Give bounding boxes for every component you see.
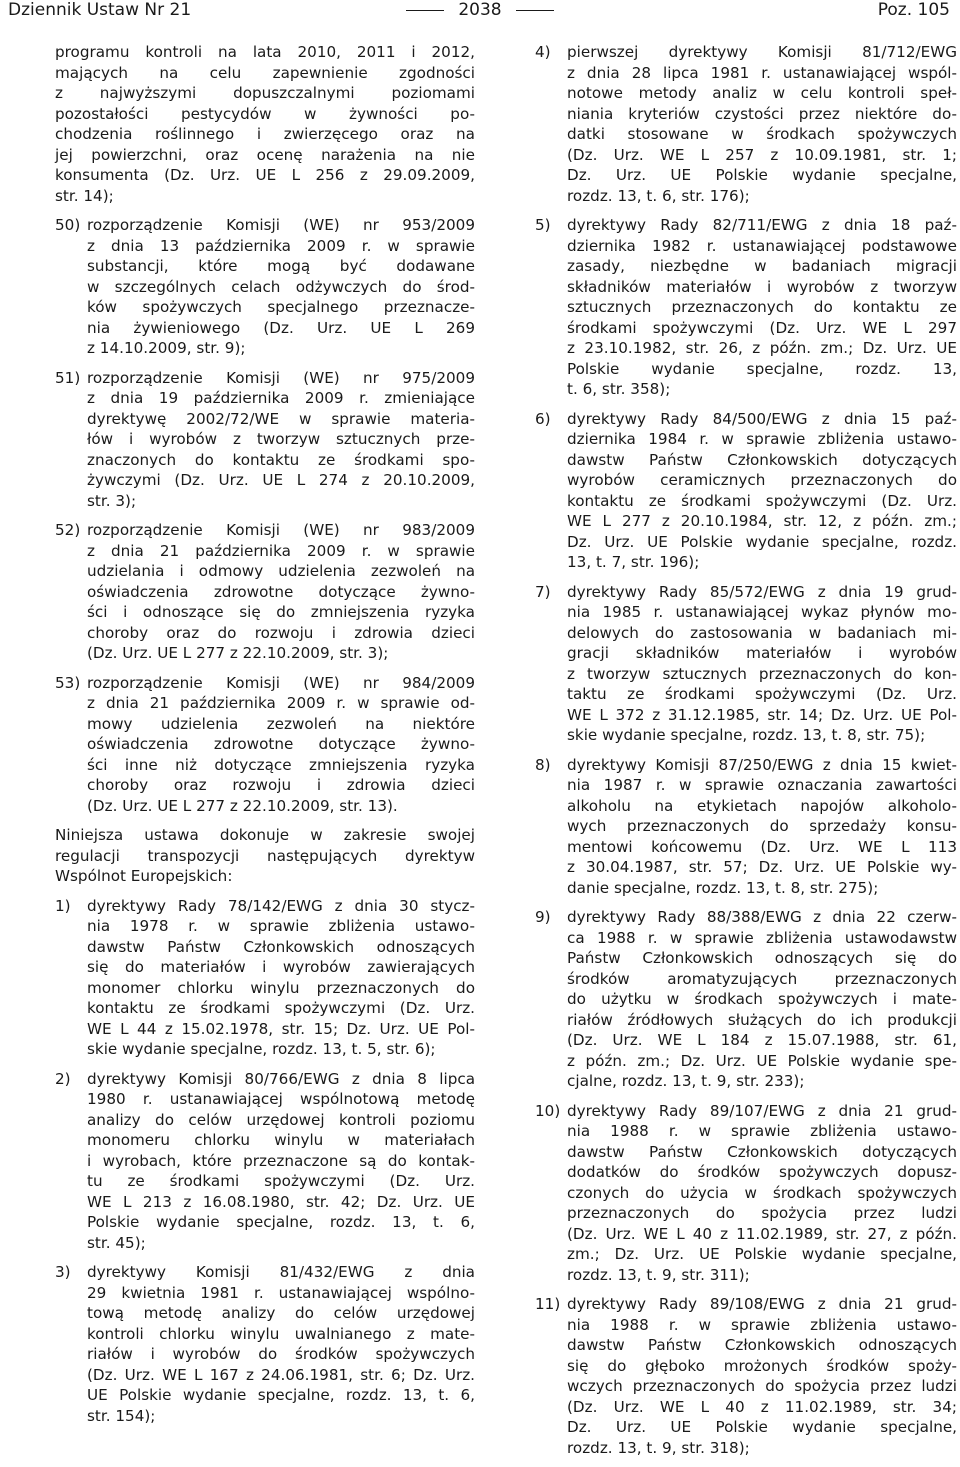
text-line: nia żywieniowego (Dz. Urz. UE L 269 xyxy=(87,318,475,337)
item-number: 50) xyxy=(55,216,81,234)
text-line: analizy do celów urzędowej kontroli poziomu xyxy=(87,1110,475,1129)
directive-item-7 xyxy=(535,582,957,746)
text-line: dodatków do środków spożywczych dopusz- xyxy=(567,1163,957,1181)
item-number: 2) xyxy=(55,1069,71,1088)
directive-item-4 xyxy=(535,42,957,206)
text-line: z późn. zm.; Dz. Urz. UE Polskie wydanie spe- xyxy=(567,1051,957,1070)
text-line: dawstw Państw Członkowskich odnoszących xyxy=(567,1336,957,1354)
text-line: dyrektywy Komisji 80/766/EWG z dnia 8 lipca xyxy=(87,1069,475,1088)
text-line: tu ze środkami spożywczymi (Dz. Urz. xyxy=(87,1172,475,1190)
item-number: 52) xyxy=(55,521,81,539)
item-number: 7) xyxy=(535,582,551,601)
text-line: sztucznych przeznaczonych do kontaktu ze xyxy=(567,298,957,316)
item-number: 51) xyxy=(55,368,81,387)
regulation-list xyxy=(55,215,475,816)
text-line: Państw Członkowskich odnoszących się do xyxy=(567,949,957,967)
text-line: rozdz. 13, t. 9, str. 311); xyxy=(567,1265,750,1284)
text-line: (Dz. Urz. UE L 277 z 22.10.2009, str. 13). xyxy=(87,796,398,815)
directive-item-1 xyxy=(55,896,475,1060)
text-line: z 30.04.1987, str. 57; Dz. Urz. UE Polskie wy- xyxy=(567,858,957,876)
text-line: kontaktu ze środkami spożywczymi (Dz. Urz. xyxy=(87,999,475,1017)
regulation-item-52 xyxy=(55,520,475,664)
text-line: WE L 44 z 15.02.1978, str. 15; Dz. Urz. UE Pol- xyxy=(87,1019,475,1038)
text-line: dawstw Państw Członkowskich dotyczących xyxy=(567,450,957,469)
text-line: z dnia 13 października 2009 r. w sprawie xyxy=(87,236,475,255)
text-line: dyrektywy Rady 89/108/EWG z dnia 21 grud- xyxy=(567,1295,957,1313)
journal-title: Dziennik Ustaw Nr 21 xyxy=(8,0,192,20)
item-number: 10) xyxy=(535,1101,561,1120)
text-line: dyrektywy Komisji 87/250/EWG z dnia 15 kwiet- xyxy=(567,755,957,774)
regulation-item-53 xyxy=(55,673,475,817)
text-line: z 23.10.1982, str. 26, z późn. zm.; Dz. Urz. UE xyxy=(567,339,957,357)
text-line: skie wydanie specjalne, rozdz. 13, t. 5, str. 6); xyxy=(87,1040,436,1058)
text-line: programu kontroli na lata 2010, 2011 i 2012, xyxy=(55,43,475,61)
text-line: delowych do zastosowania w badaniach mi- xyxy=(567,623,957,642)
text-line: nia 1985 r. ustanawiającej wykaz płynów mo- xyxy=(567,603,957,621)
text-line: alkoholu na etykietach napojów alkoholo- xyxy=(567,796,957,815)
page-number: 2038 xyxy=(458,0,502,20)
text-line: Dz. Urz. UE Polskie wydanie specjalne, xyxy=(567,166,957,184)
text-line: 1980 r. ustanawiającej wspólnotową metodę xyxy=(87,1090,475,1108)
text-line: WE L 277 z 20.10.1984, str. 12, z późn. zm.; xyxy=(567,512,957,530)
text-line: ca 1988 r. w sprawie zbliżenia ustawodawstw xyxy=(567,928,957,947)
text-line: nia 1988 r. w sprawie zbliżenia ustawo- xyxy=(567,1122,957,1140)
text-line: do użytku w środkach spożywczych i mate- xyxy=(567,990,957,1008)
text-line: rozporządzenie Komisji (WE) nr 983/2009 xyxy=(87,521,475,539)
text-line: rozdz. 13, t. 9, str. 318); xyxy=(567,1438,750,1457)
text-line: (Dz. Urz. WE L 167 z 24.06.1981, str. 6; Dz. Urz. xyxy=(87,1365,475,1384)
directive-item-8 xyxy=(535,755,957,899)
page-number-wrap xyxy=(0,0,960,20)
text-line: choroby oraz rozwoju i zdrowia dzieci xyxy=(87,776,475,794)
item-number: 6) xyxy=(535,409,551,428)
text-line: z najwyższymi dopuszczalnymi poziomami xyxy=(55,84,475,102)
text-line: nia 1978 r. w sprawie zbliżenia ustawo- xyxy=(87,917,475,935)
continuation-paragraph xyxy=(55,42,475,206)
text-line: datki stosowane w środkach spożywczych xyxy=(567,125,957,143)
directive-item-3 xyxy=(55,1262,475,1426)
text-line: dyrektywę 2002/72/WE w sprawie materia- xyxy=(87,409,475,428)
text-line: dawstw Państw Członkowskich odnoszących xyxy=(87,937,475,956)
text-line: składników materiałów i wyrobów z tworzyw xyxy=(567,277,957,296)
text-line: (Dz. Urz. UE L 277 z 22.10.2009, str. 3); xyxy=(87,644,389,662)
text-line: łów i wyrobów z tworzyw sztucznych prze- xyxy=(87,430,475,448)
text-line: dziernika 1982 r. ustanawiającej podstawowe xyxy=(567,236,957,255)
text-line: chodzenia roślinnego i zwierzęcego oraz na xyxy=(55,125,475,143)
text-line: choroby oraz do rozwoju i zdrowia dzieci xyxy=(87,623,475,642)
text-line: regulacji transpozycji następujących dyrektyw xyxy=(55,846,475,865)
text-line: Polskie wydanie specjalne, rozdz. 13, xyxy=(567,359,957,378)
text-line: Dz. Urz. UE Polskie wydanie specjalne, rozdz. xyxy=(567,532,957,551)
text-line: (Dz. Urz. WE L 257 z 10.09.1981, str. 1; xyxy=(567,145,957,164)
text-line: pozostałości pestycydów w żywności po- xyxy=(55,104,475,123)
text-line: substancji, które mogą być dodawane xyxy=(87,257,475,275)
text-line: przeznaczonych do spożycia przez ludzi xyxy=(567,1204,957,1222)
text-line: dyrektywy Rady 84/500/EWG z dnia 15 paź- xyxy=(567,409,957,428)
item-number: 8) xyxy=(535,755,551,774)
text-line: mentowi końcowemu (Dz. Urz. WE L 113 xyxy=(567,837,957,856)
text-line: Polskie wydanie specjalne, rozdz. 13, t. 6, xyxy=(87,1213,475,1231)
text-line: z dnia 28 lipca 1981 r. ustanawiającej wspól- xyxy=(567,63,957,82)
text-line: się do głęboko mrożonych środków spoży- xyxy=(567,1356,957,1375)
item-number: 5) xyxy=(535,216,551,234)
text-line: taktu ze środkami spożywczymi (Dz. Urz. xyxy=(567,685,957,703)
text-line: kontaktu ze środkami spożywczymi (Dz. Urz. xyxy=(567,491,957,510)
text-line: środkami spożywczymi (Dz. Urz. WE L 297 xyxy=(567,318,957,337)
text-line: z tworzyw sztucznych przeznaczonych do kon- xyxy=(567,664,957,683)
text-line: nia 1987 r. w sprawie oznaczania zawartości xyxy=(567,776,957,794)
text-line: Dz. Urz. UE Polskie wydanie specjalne, xyxy=(567,1418,957,1436)
directive-item-10 xyxy=(535,1101,957,1286)
text-line: jej powierzchni, oraz ocenę narażenia na nie xyxy=(55,145,475,164)
text-line: konsumenta (Dz. Urz. UE L 256 z 29.09.2009, xyxy=(55,166,475,184)
text-line: nia 1988 r. w sprawie zbliżenia ustawo- xyxy=(567,1315,957,1334)
dash-left xyxy=(406,10,444,11)
text-line: i wyrobach, które przeznaczone są do kontak- xyxy=(87,1151,475,1170)
text-line: czonych do użycia w środkach spożywczych xyxy=(567,1183,957,1202)
text-line: znaczonych do kontaktu ze środkami spo- xyxy=(87,450,475,469)
text-line: 13, t. 7, str. 196); xyxy=(567,553,700,571)
text-line: str. 154); xyxy=(87,1406,156,1425)
directive-list-right xyxy=(535,42,957,1458)
text-line: pierwszej dyrektywy Komisji 81/712/EWG xyxy=(567,43,957,61)
text-line: WE L 213 z 16.08.1980, str. 42; Dz. Urz. UE xyxy=(87,1192,475,1211)
position-number: Poz. 105 xyxy=(877,0,950,20)
text-line: rozdz. 13, t. 6, str. 176); xyxy=(567,186,750,205)
transposition-intro xyxy=(55,825,475,887)
text-line: oświadczenia zdrowotne dotyczące żywno- xyxy=(87,735,475,753)
text-line: cjalne, rozdz. 13, t. 9, str. 233); xyxy=(567,1072,805,1090)
left-column xyxy=(55,42,475,1435)
directive-item-2 xyxy=(55,1069,475,1254)
text-line: (Dz. Urz. WE L 40 z 11.02.1989, str. 27, z późn. xyxy=(567,1224,957,1243)
text-line: wyrobów ceramicznych przeznaczonych do xyxy=(567,471,957,489)
text-line: ści inne niż dotyczące zmniejszenia ryzyka xyxy=(87,755,475,774)
text-line: rozporządzenie Komisji (WE) nr 984/2009 xyxy=(87,673,475,692)
text-line: oświadczenia zdrowotne dotyczące żywno- xyxy=(87,582,475,601)
text-line: z dnia 19 października 2009 r. zmieniające xyxy=(87,389,475,407)
text-line: dyrektywy Komisji 81/432/EWG z dnia xyxy=(87,1263,475,1281)
text-line: żywczymi (Dz. Urz. UE L 274 z 20.10.2009, xyxy=(87,471,475,489)
page-header xyxy=(0,0,960,26)
text-line: WE L 372 z 31.12.1985, str. 14; Dz. Urz. UE Pol- xyxy=(567,705,957,724)
text-line: monomer chlorku winylu przeznaczonych do xyxy=(87,978,475,997)
text-line: wczych przeznaczonych do spożycia przez ludzi xyxy=(567,1377,957,1395)
text-line: wych przeznaczonych do sprzedaży konsu- xyxy=(567,817,957,835)
text-line: 29 kwietnia 1981 r. ustanawiającej wspólno- xyxy=(87,1283,475,1302)
text-line: (Dz. Urz. WE L 40 z 11.02.1989, str. 34; xyxy=(567,1397,957,1416)
text-line: riałów źródłowych służących do ich produkcji xyxy=(567,1010,957,1029)
text-line: riałów i wyrobów do środków spożywczych xyxy=(87,1345,475,1363)
item-number: 9) xyxy=(535,908,551,926)
text-line: danie specjalne, rozdz. 13, t. 8, str. 275); xyxy=(567,878,879,897)
text-line: się do materiałów i wyrobów zawierających xyxy=(87,958,475,976)
text-line: rozporządzenie Komisji (WE) nr 953/2009 xyxy=(87,216,475,234)
text-line: t. 6, str. 358); xyxy=(567,380,671,398)
text-line: zm.; Dz. Urz. UE Polskie wydanie specjalne, xyxy=(567,1245,957,1263)
directive-item-5 xyxy=(535,215,957,400)
text-line: str. 45); xyxy=(87,1233,146,1252)
text-line: z 14.10.2009, str. 9); xyxy=(87,339,246,357)
text-line: udzielania i odmowy udzielenia zezwoleń na xyxy=(87,562,475,580)
text-line: tową metodę analizy do celów urzędowej xyxy=(87,1304,475,1322)
text-line: dziernika 1984 r. w sprawie zbliżenia ustawo- xyxy=(567,430,957,448)
text-line: skie wydanie specjalne, rozdz. 13, t. 8, str. 75); xyxy=(567,726,926,744)
text-line: rozporządzenie Komisji (WE) nr 975/2009 xyxy=(87,368,475,387)
directive-list-left xyxy=(55,896,475,1427)
item-number: 1) xyxy=(55,896,71,915)
text-line: monomeru chlorku winylu w materiałach xyxy=(87,1131,475,1149)
text-line: UE Polskie wydanie specjalne, rozdz. 13, t. 6, xyxy=(87,1386,475,1404)
text-line: gracji składników materiałów i wyrobów xyxy=(567,644,957,662)
text-line: dyrektywy Rady 85/572/EWG z dnia 19 grud- xyxy=(567,582,957,601)
dash-right xyxy=(516,10,554,11)
text-line: z dnia 21 października 2009 r. w sprawie od- xyxy=(87,694,475,712)
item-number: 4) xyxy=(535,43,551,61)
text-line: mających na celu zapewnienie zgodności xyxy=(55,63,475,82)
text-line: dyrektywy Rady 88/388/EWG z dnia 22 czerw- xyxy=(567,908,957,926)
text-line: zasady, niezbędne w badaniach migracji xyxy=(567,257,957,275)
text-line: dyrektywy Rady 82/711/EWG z dnia 18 paź- xyxy=(567,216,957,234)
regulation-item-51 xyxy=(55,368,475,512)
text-line: str. 14); xyxy=(55,186,114,205)
text-line: kontroli chlorku winylu uwalnianego z mate- xyxy=(87,1324,475,1343)
item-number: 3) xyxy=(55,1263,71,1281)
text-line: str. 3); xyxy=(87,491,137,510)
item-number: 11) xyxy=(535,1295,561,1313)
text-line: w szczególnych celach odżywczych do środ- xyxy=(87,277,475,296)
directive-item-6 xyxy=(535,409,957,573)
text-line: dyrektywy Rady 78/142/EWG z dnia 30 stycz- xyxy=(87,896,475,915)
text-line: ści i odnoszące się do zmniejszenia ryzyka xyxy=(87,603,475,621)
directive-item-9 xyxy=(535,907,957,1092)
regulation-item-50 xyxy=(55,215,475,359)
text-line: Wspólnot Europejskich: xyxy=(55,867,233,885)
directive-item-11 xyxy=(535,1294,957,1458)
right-column xyxy=(535,42,957,1467)
item-number: 53) xyxy=(55,673,81,692)
text-line: mowy udzielenia zezwoleń na niektóre xyxy=(87,714,475,733)
text-line: niania kryteriów czystości przez niektóre do- xyxy=(567,104,957,123)
text-line: środków aromatyzujących przeznaczonych xyxy=(567,969,957,988)
text-line: notowe metody analiz w celu kontroli speł- xyxy=(567,84,957,102)
text-line: z dnia 21 października 2009 r. w sprawie xyxy=(87,541,475,560)
text-line: dawstw Państw Członkowskich dotyczących xyxy=(567,1142,957,1161)
text-line: (Dz. Urz. WE L 184 z 15.07.1988, str. 61, xyxy=(567,1031,957,1049)
text-line: Niniejsza ustawa dokonuje w zakresie swojej xyxy=(55,826,475,844)
text-line: ków spożywczych specjalnego przeznacze- xyxy=(87,298,475,316)
text-line: dyrektywy Rady 89/107/EWG z dnia 21 grud- xyxy=(567,1101,957,1120)
